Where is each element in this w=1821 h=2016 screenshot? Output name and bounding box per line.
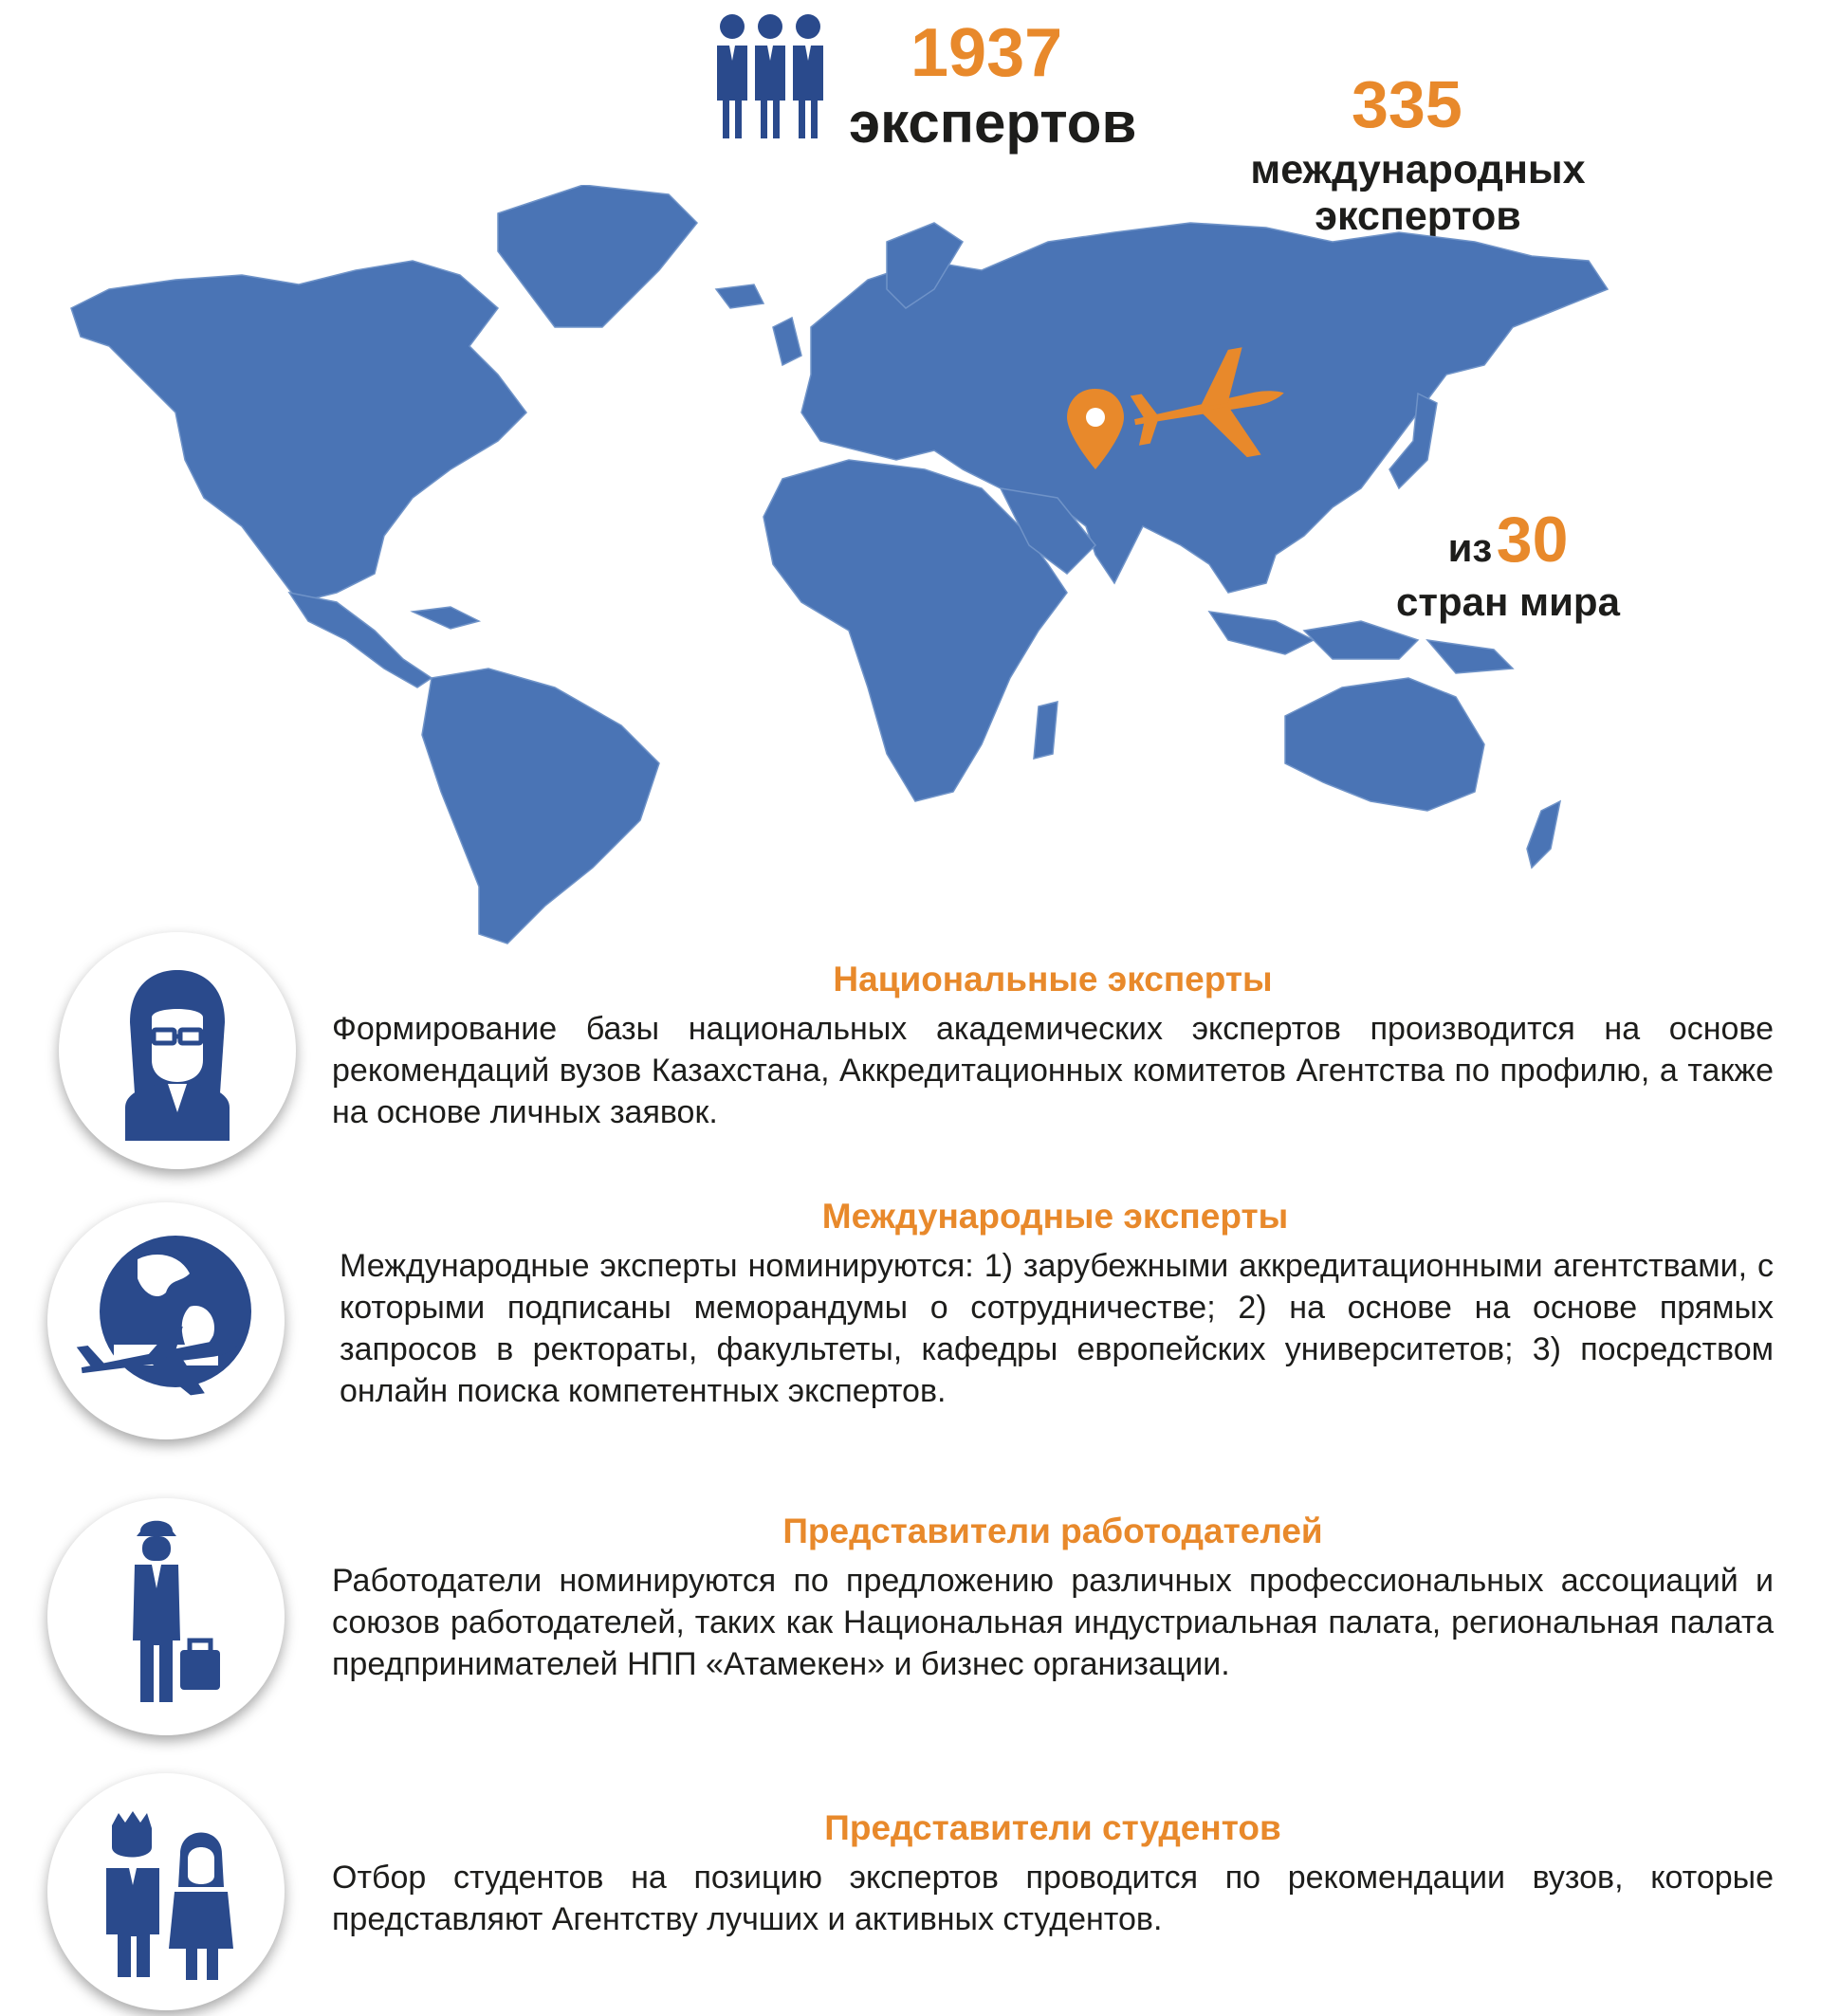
continent-north-america: [71, 261, 526, 602]
section-icon-circle: [47, 1773, 285, 2010]
section-icon-circle: [47, 1498, 285, 1735]
continent-central-america: [289, 593, 432, 687]
continent-australia: [1285, 678, 1484, 811]
section-title: Представители студентов: [824, 1808, 1281, 1847]
section-icon-circle: [59, 932, 296, 1169]
experts-total-count: 1937: [910, 15, 1063, 91]
two-students-icon: [47, 1773, 285, 2010]
worker-with-briefcase-icon: [47, 1498, 285, 1735]
continent-greenland: [498, 185, 697, 327]
international-count: 335: [1352, 67, 1462, 141]
experts-total-label: экспертов: [849, 91, 1137, 155]
continent-south-america: [422, 669, 659, 944]
section-text: Формирование базы национальных академических экспертов производится на основе рекомендаций вузов Казахстана, Аккредитационных комитетов Агентства по профилю, а также на основе личных заявок.: [332, 1011, 1774, 1130]
international-label-line2: экспертов: [1315, 193, 1521, 240]
section-title: Международные эксперты: [821, 1197, 1289, 1236]
international-label-line1: международных: [1250, 147, 1586, 192]
countries-prefix: из: [1447, 525, 1493, 570]
section-text: Работодатели номинируются по предложению различных профессиональных ассоциаций и союзов работодателей, таких как Национальная индустриальная палата, региональная палата предпринимателей НПП «Атамекен» и бизнес организации.: [332, 1563, 1774, 1682]
countries-label: стран мира: [1396, 579, 1620, 624]
countries-stat: [1366, 504, 1650, 625]
countries-count: 30: [1496, 504, 1569, 576]
globe-with-airplane-icon: [47, 1202, 285, 1439]
section-title: Представители работодателей: [782, 1512, 1323, 1550]
section-text: Международные эксперты номинируются: 1) зарубежными аккредитационными агентствами, с которыми подписаны меморандумы о сотрудничестве; 2) на основе на основе прямых запросов в ректораты, факультеты, кафедры европейских университетов; 3) посредством онлайн поиска компетентных экспертов.: [340, 1248, 1774, 1409]
section-text: Отбор студентов на позицию экспертов проводится по рекомендации вузов, которые представляют Агентству лучших и активных студентов.: [332, 1860, 1774, 1937]
group-of-people-icon: [713, 11, 827, 140]
section-icon-circle: [47, 1202, 285, 1439]
section-title: Национальные эксперты: [833, 960, 1273, 999]
woman-with-glasses-icon: [59, 932, 296, 1169]
